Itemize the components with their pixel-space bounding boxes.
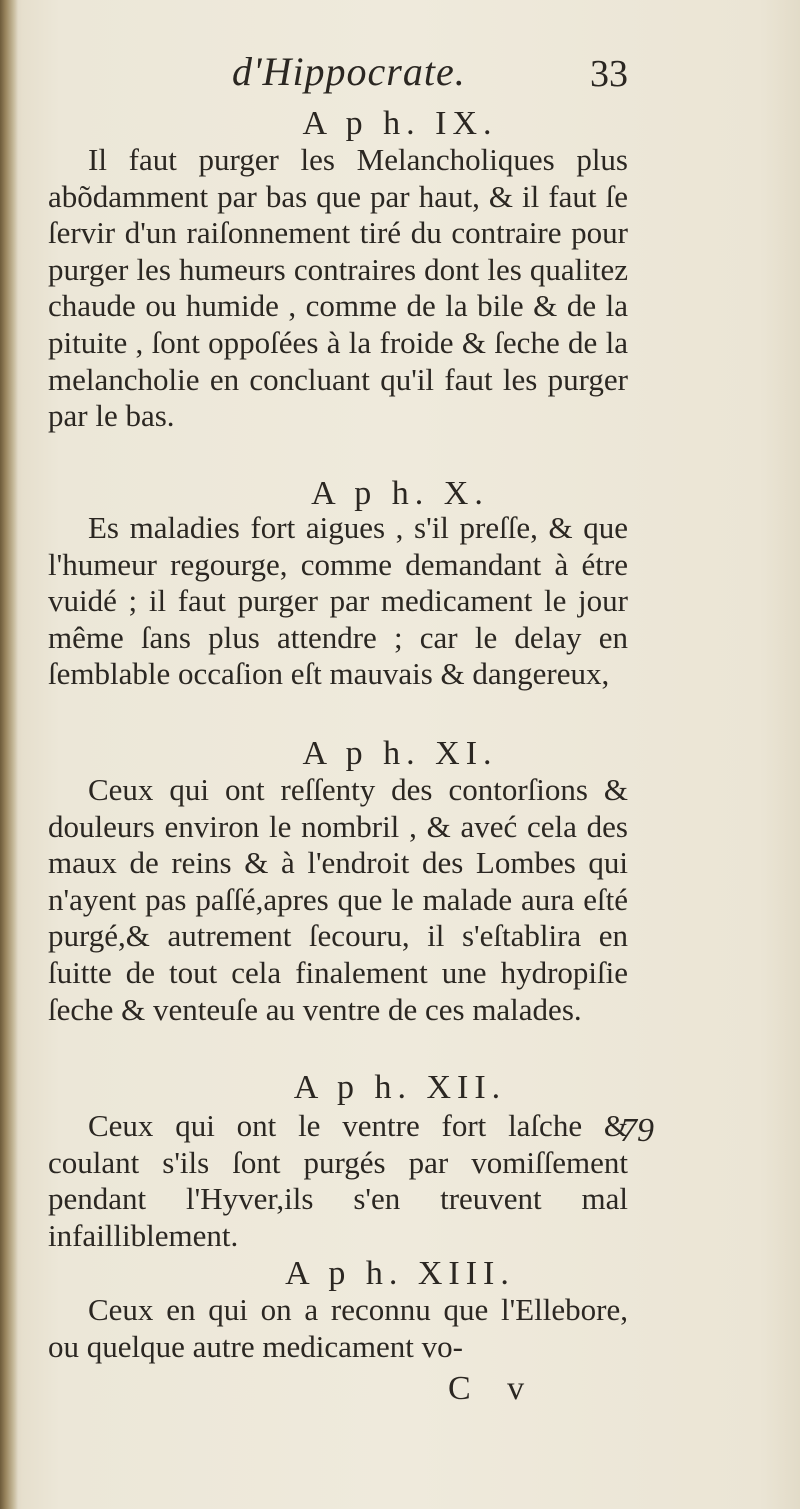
page-number: 33	[590, 53, 628, 95]
aphorism-text-10	[48, 510, 628, 693]
aphorism-heading-10: A p h. X.	[311, 475, 489, 512]
running-head-title: d'Hippocrate.	[232, 49, 466, 94]
signature-mark: C v	[448, 1370, 539, 1407]
aphorism-heading-11: A p h. XI.	[302, 735, 498, 772]
margin-note: 79	[620, 1112, 654, 1149]
aphorism-text-11-content: Ceux qui ont reſſenty des contorſions & douleurs environ le nombril , & aveć cela des maux de reins & à l'endroit des Lombes qui n'ayent pas paſſé,apres que le malade aura eſté purgé,& autrement ſecouru, il s'eſtablira en ſuitte de tout cela finalement une hydropiſie ſeche & venteuſe au ventre de ces malades.	[48, 772, 628, 1027]
aphorism-heading-12: A p h. XII.	[293, 1069, 507, 1106]
aphorism-text-11	[48, 772, 628, 1028]
running-head	[0, 48, 800, 100]
aphorism-text-10-content: Es maladies fort aigues , s'il preſſe, & que l'humeur regourge, comme demandant à étre vuidé ; il faut purger par medicament le jour même ſans plus attendre ; car le delay en ſemblable occaſion eſt mauvais & dangereux,	[48, 510, 628, 692]
aphorism-heading-9: A p h. IX.	[302, 105, 498, 142]
aphorism-text-12-content: Ceux qui ont le ventre fort laſche & coulant s'ils ſont purgés par vomiſſement pendant l'Hyver,ils s'en treuvent mal infailliblement.	[48, 1108, 628, 1253]
aphorism-heading-13: A p h. XIII.	[285, 1255, 515, 1292]
aphorism-text-12	[48, 1108, 628, 1254]
aphorism-text-9-content: Il faut purger les Melancholiques plus abõdamment par bas que par haut, & il faut ſe ſervir d'un raiſonnement tiré du contraire pour purger les humeurs contraires dont les qualitez chaude ou humide , comme de la bile & de la pituite , ſont oppoſées à la froide & ſeche de la melancholie en concluant qu'il faut les purger par le bas.	[48, 142, 628, 434]
aphorism-text-13-content: Ceux en qui on a reconnu que l'Ellebore, ou quelque autre medicament vo-	[48, 1292, 628, 1364]
aphorism-text-9	[48, 142, 628, 435]
aphorism-text-13	[48, 1292, 628, 1365]
